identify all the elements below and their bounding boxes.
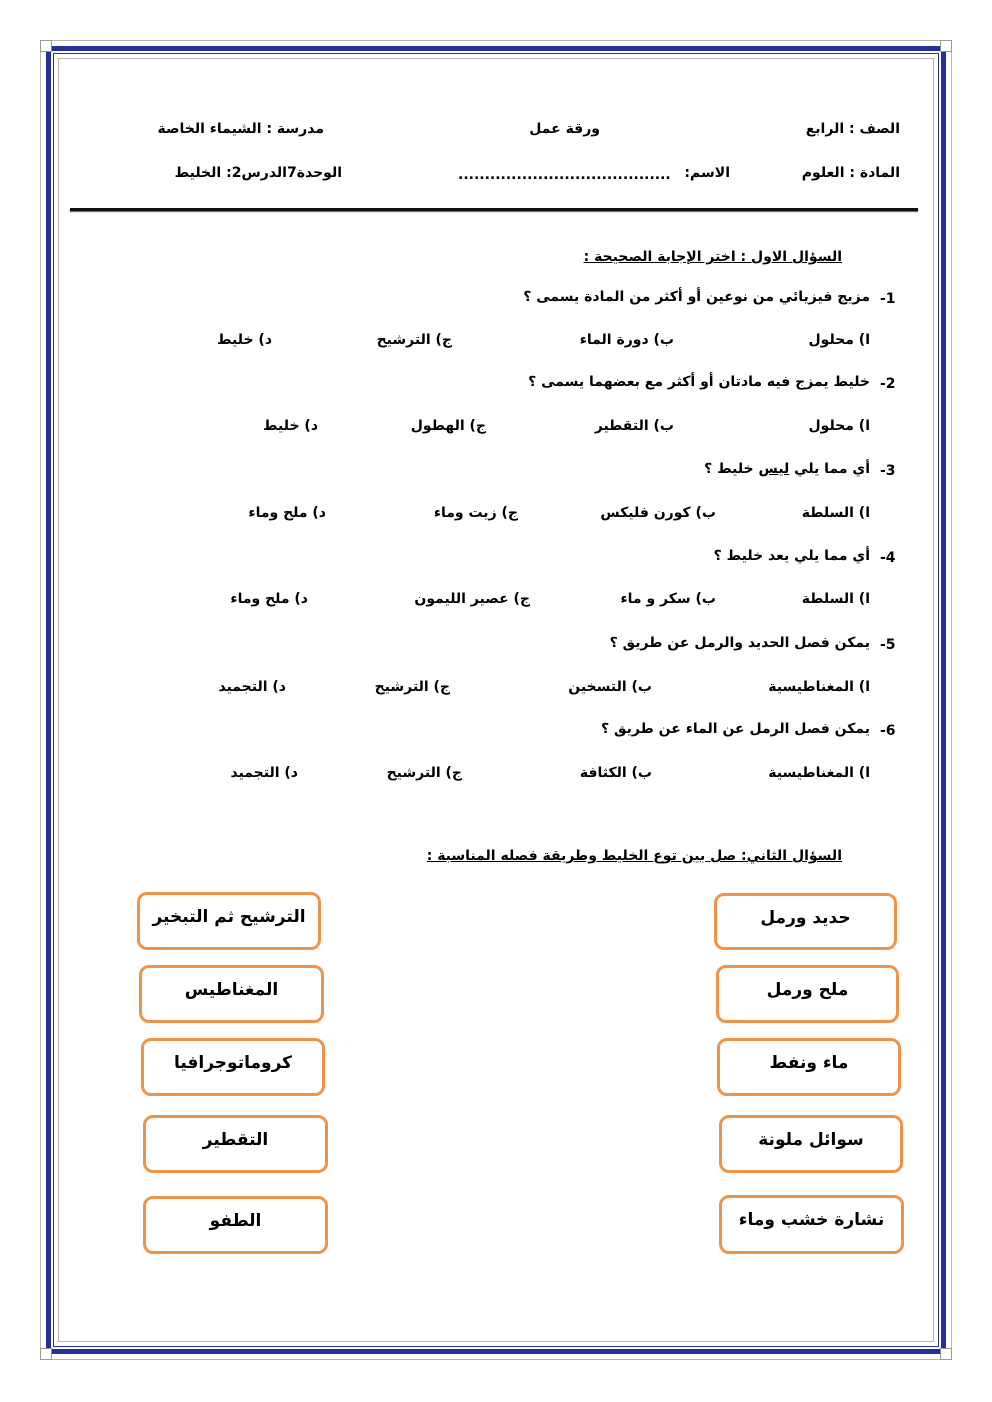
option-d[interactable]: د) التجميد (230, 765, 298, 781)
option-a[interactable]: ا) المغناطيسية (768, 765, 870, 781)
question2-title: السؤال الثاني: صل بين توع الخليط وطريقة فصله المناسبة : (426, 848, 842, 864)
option-b[interactable]: ب) دورة الماء (579, 332, 674, 348)
option-a[interactable]: ا) السلطة (801, 505, 870, 521)
question1-title: السؤال الاول : اختر الإجابة الصحيحة : (583, 249, 842, 265)
option-c[interactable]: ج) الترشيح (376, 332, 452, 348)
question-number: -3 (880, 463, 896, 479)
option-a[interactable]: ا) محلول (808, 418, 870, 434)
option-b[interactable]: ب) التقطير (594, 418, 674, 434)
question-number: -4 (880, 550, 896, 566)
mixture-box[interactable]: حديد ورمل (714, 893, 897, 950)
question-number: -2 (880, 376, 896, 392)
subject-label: المادة : العلوم (801, 165, 900, 181)
border-corner (40, 1348, 52, 1360)
option-c[interactable]: ج) الهطول (410, 418, 486, 434)
mixture-box[interactable]: نشارة خشب وماء (719, 1195, 904, 1254)
unit-lesson-label: الوحدة7الدرس2: الخليط (174, 165, 342, 181)
question-text: يمكن فصل الرمل عن الماء عن طريق ؟ (601, 721, 870, 737)
question-text: يمكن فصل الحديد والرمل عن طريق ؟ (609, 635, 870, 651)
question-text: خليط يمزج فيه مادتان أو أكثر مع بعضهما يسمى ؟ (528, 374, 870, 390)
option-d[interactable]: د) التجميد (218, 679, 286, 695)
name-blank[interactable]: ........................................ (458, 167, 671, 183)
method-box[interactable]: الطفو (143, 1196, 328, 1254)
option-a[interactable]: ا) المغناطيسية (768, 679, 870, 695)
option-c[interactable]: ج) زيت وماء (433, 505, 518, 521)
option-a[interactable]: ا) السلطة (801, 591, 870, 607)
option-c[interactable]: ج) الترشيح (374, 679, 450, 695)
option-b[interactable]: ب) سكر و ماء (620, 591, 716, 607)
option-d[interactable]: د) خليط (217, 332, 272, 348)
question-number: -1 (880, 291, 896, 307)
method-box[interactable]: الترشيح ثم التبخير (137, 892, 321, 950)
method-box[interactable]: المغناطيس (139, 965, 324, 1023)
option-d[interactable]: د) ملح وماء (248, 505, 326, 521)
name-label: الاسم: (684, 165, 730, 181)
question-number: -5 (880, 637, 896, 653)
grade-label: الصف : الرابع (805, 121, 900, 137)
option-d[interactable]: د) ملح وماء (230, 591, 308, 607)
mixture-box[interactable]: ماء ونفط (717, 1038, 901, 1096)
mixture-box[interactable]: ملح ورمل (716, 965, 899, 1023)
method-box[interactable]: كروماتوجرافيا (141, 1038, 325, 1096)
option-d[interactable]: د) خليط (263, 418, 318, 434)
header-divider (70, 208, 918, 211)
method-box[interactable]: التقطير (143, 1115, 328, 1173)
option-b[interactable]: ب) الكثافة (579, 765, 652, 781)
question-text: مزيج فيزيائي من نوعين أو أكثر من المادة يسمى ؟ (523, 289, 870, 305)
border-corner (940, 1348, 952, 1360)
option-c[interactable]: ج) الترشيح (386, 765, 462, 781)
school-label: مدرسة : الشيماء الخاصة (157, 121, 324, 137)
question-number: -6 (880, 723, 896, 739)
worksheet-title: ورقة عمل (529, 121, 600, 137)
option-b[interactable]: ب) كورن فليكس (600, 505, 716, 521)
question-text: أي مما يلي ليس خليط ؟ (704, 461, 870, 477)
border-corner (40, 40, 52, 52)
option-c[interactable]: ج) عصير الليمون (414, 591, 530, 607)
option-b[interactable]: ب) التسخين (568, 679, 652, 695)
border-corner (940, 40, 952, 52)
option-a[interactable]: ا) محلول (808, 332, 870, 348)
question-text: أي مما يلي يعد خليط ؟ (713, 548, 870, 564)
mixture-box[interactable]: سوائل ملونة (719, 1115, 903, 1173)
